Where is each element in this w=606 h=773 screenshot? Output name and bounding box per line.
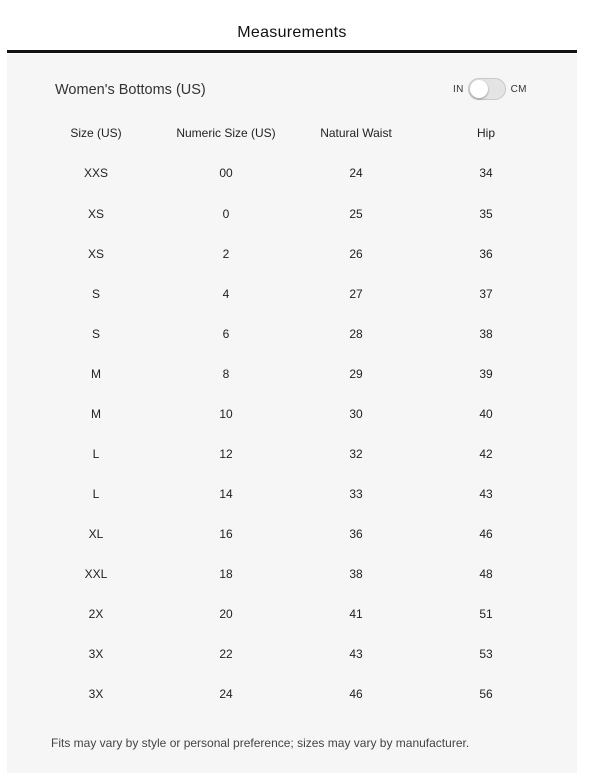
cell-natural-waist: 26 — [349, 247, 363, 261]
cell-hip: 38 — [479, 327, 493, 341]
table-row — [31, 194, 551, 234]
measurements-panel — [7, 54, 577, 773]
table-row — [31, 594, 551, 634]
cell-size: XL — [88, 527, 104, 541]
cell-hip: 46 — [479, 527, 493, 541]
cell-size: XXS — [83, 166, 108, 180]
cell-hip: 42 — [479, 447, 493, 461]
cell-natural-waist: 25 — [349, 207, 363, 221]
cell-natural-waist: 38 — [349, 567, 363, 581]
cell-natural-waist: 36 — [349, 527, 363, 541]
table-row — [31, 474, 551, 514]
cell-natural-waist: 46 — [349, 687, 363, 701]
cell-size: XS — [87, 207, 104, 221]
cell-natural-waist: 27 — [349, 287, 363, 301]
cell-size: 2X — [88, 607, 104, 621]
cell-numeric-size: 4 — [222, 287, 230, 301]
cell-numeric-size: 8 — [222, 367, 230, 381]
measurements-header — [7, 0, 577, 53]
cell-hip: 43 — [479, 487, 493, 501]
unit-label-cm: CM — [510, 83, 527, 95]
table-row — [31, 634, 551, 674]
cell-hip: 35 — [479, 207, 493, 221]
table-row — [31, 314, 551, 354]
cell-numeric-size: 16 — [219, 527, 233, 541]
cell-size: S — [91, 327, 100, 341]
cell-size: M — [91, 367, 101, 381]
cell-hip: 56 — [479, 687, 493, 701]
size-chart-table — [31, 114, 551, 714]
cell-hip: 51 — [479, 607, 493, 621]
table-row — [31, 274, 551, 314]
cell-numeric-size: 0 — [222, 207, 230, 221]
cell-numeric-size: 10 — [219, 407, 233, 421]
cell-natural-waist: 28 — [349, 327, 363, 341]
cell-numeric-size: 14 — [219, 487, 233, 501]
cell-natural-waist: 43 — [349, 647, 363, 661]
cell-size: S — [91, 287, 100, 301]
cell-size: L — [92, 447, 100, 461]
cell-numeric-size: 12 — [219, 447, 233, 461]
cell-hip: 36 — [479, 247, 493, 261]
cell-numeric-size: 00 — [219, 166, 233, 180]
cell-hip: 39 — [479, 367, 493, 381]
unit-switch-knob[interactable] — [470, 80, 488, 98]
unit-label-in: IN — [453, 83, 464, 95]
cell-size: XXL — [84, 567, 108, 581]
table-row — [31, 554, 551, 594]
column-header-numeric-size: Numeric Size (US) — [176, 126, 276, 140]
table-row — [31, 674, 551, 714]
table-row — [31, 354, 551, 394]
table-row — [31, 152, 551, 194]
cell-size: XS — [87, 247, 104, 261]
unit-toggle[interactable] — [453, 78, 527, 100]
column-header-hip: Hip — [476, 126, 495, 140]
cell-numeric-size: 24 — [219, 687, 233, 701]
cell-hip: 34 — [479, 166, 493, 180]
cell-natural-waist: 41 — [349, 607, 363, 621]
cell-natural-waist: 32 — [349, 447, 363, 461]
cell-hip: 37 — [479, 287, 493, 301]
cell-hip: 53 — [479, 647, 493, 661]
cell-hip: 48 — [479, 567, 493, 581]
cell-hip: 40 — [479, 407, 493, 421]
unit-switch[interactable] — [468, 78, 506, 100]
table-header-row — [31, 114, 551, 152]
page-title: Measurements — [237, 24, 347, 41]
table-row — [31, 514, 551, 554]
cell-size: 3X — [88, 647, 104, 661]
table-row — [31, 434, 551, 474]
cell-size: L — [92, 487, 100, 501]
cell-numeric-size: 22 — [219, 647, 233, 661]
column-header-natural-waist: Natural Waist — [320, 126, 392, 140]
table-row — [31, 234, 551, 274]
table-body — [31, 152, 551, 714]
cell-numeric-size: 2 — [222, 247, 230, 261]
cell-numeric-size: 6 — [222, 327, 230, 341]
cell-natural-waist: 33 — [349, 487, 363, 501]
fit-disclaimer: Fits may vary by style or personal preference; sizes may vary by manufacturer. — [51, 736, 470, 750]
column-header-size: Size (US) — [70, 126, 122, 140]
cell-numeric-size: 20 — [219, 607, 233, 621]
cell-natural-waist: 30 — [349, 407, 363, 421]
cell-size: 3X — [88, 687, 104, 701]
cell-numeric-size: 18 — [219, 567, 233, 581]
cell-size: M — [91, 407, 101, 421]
section-title: Women's Bottoms (US) — [55, 82, 206, 98]
table-row — [31, 394, 551, 434]
cell-natural-waist: 29 — [349, 367, 363, 381]
cell-natural-waist: 24 — [349, 166, 363, 180]
